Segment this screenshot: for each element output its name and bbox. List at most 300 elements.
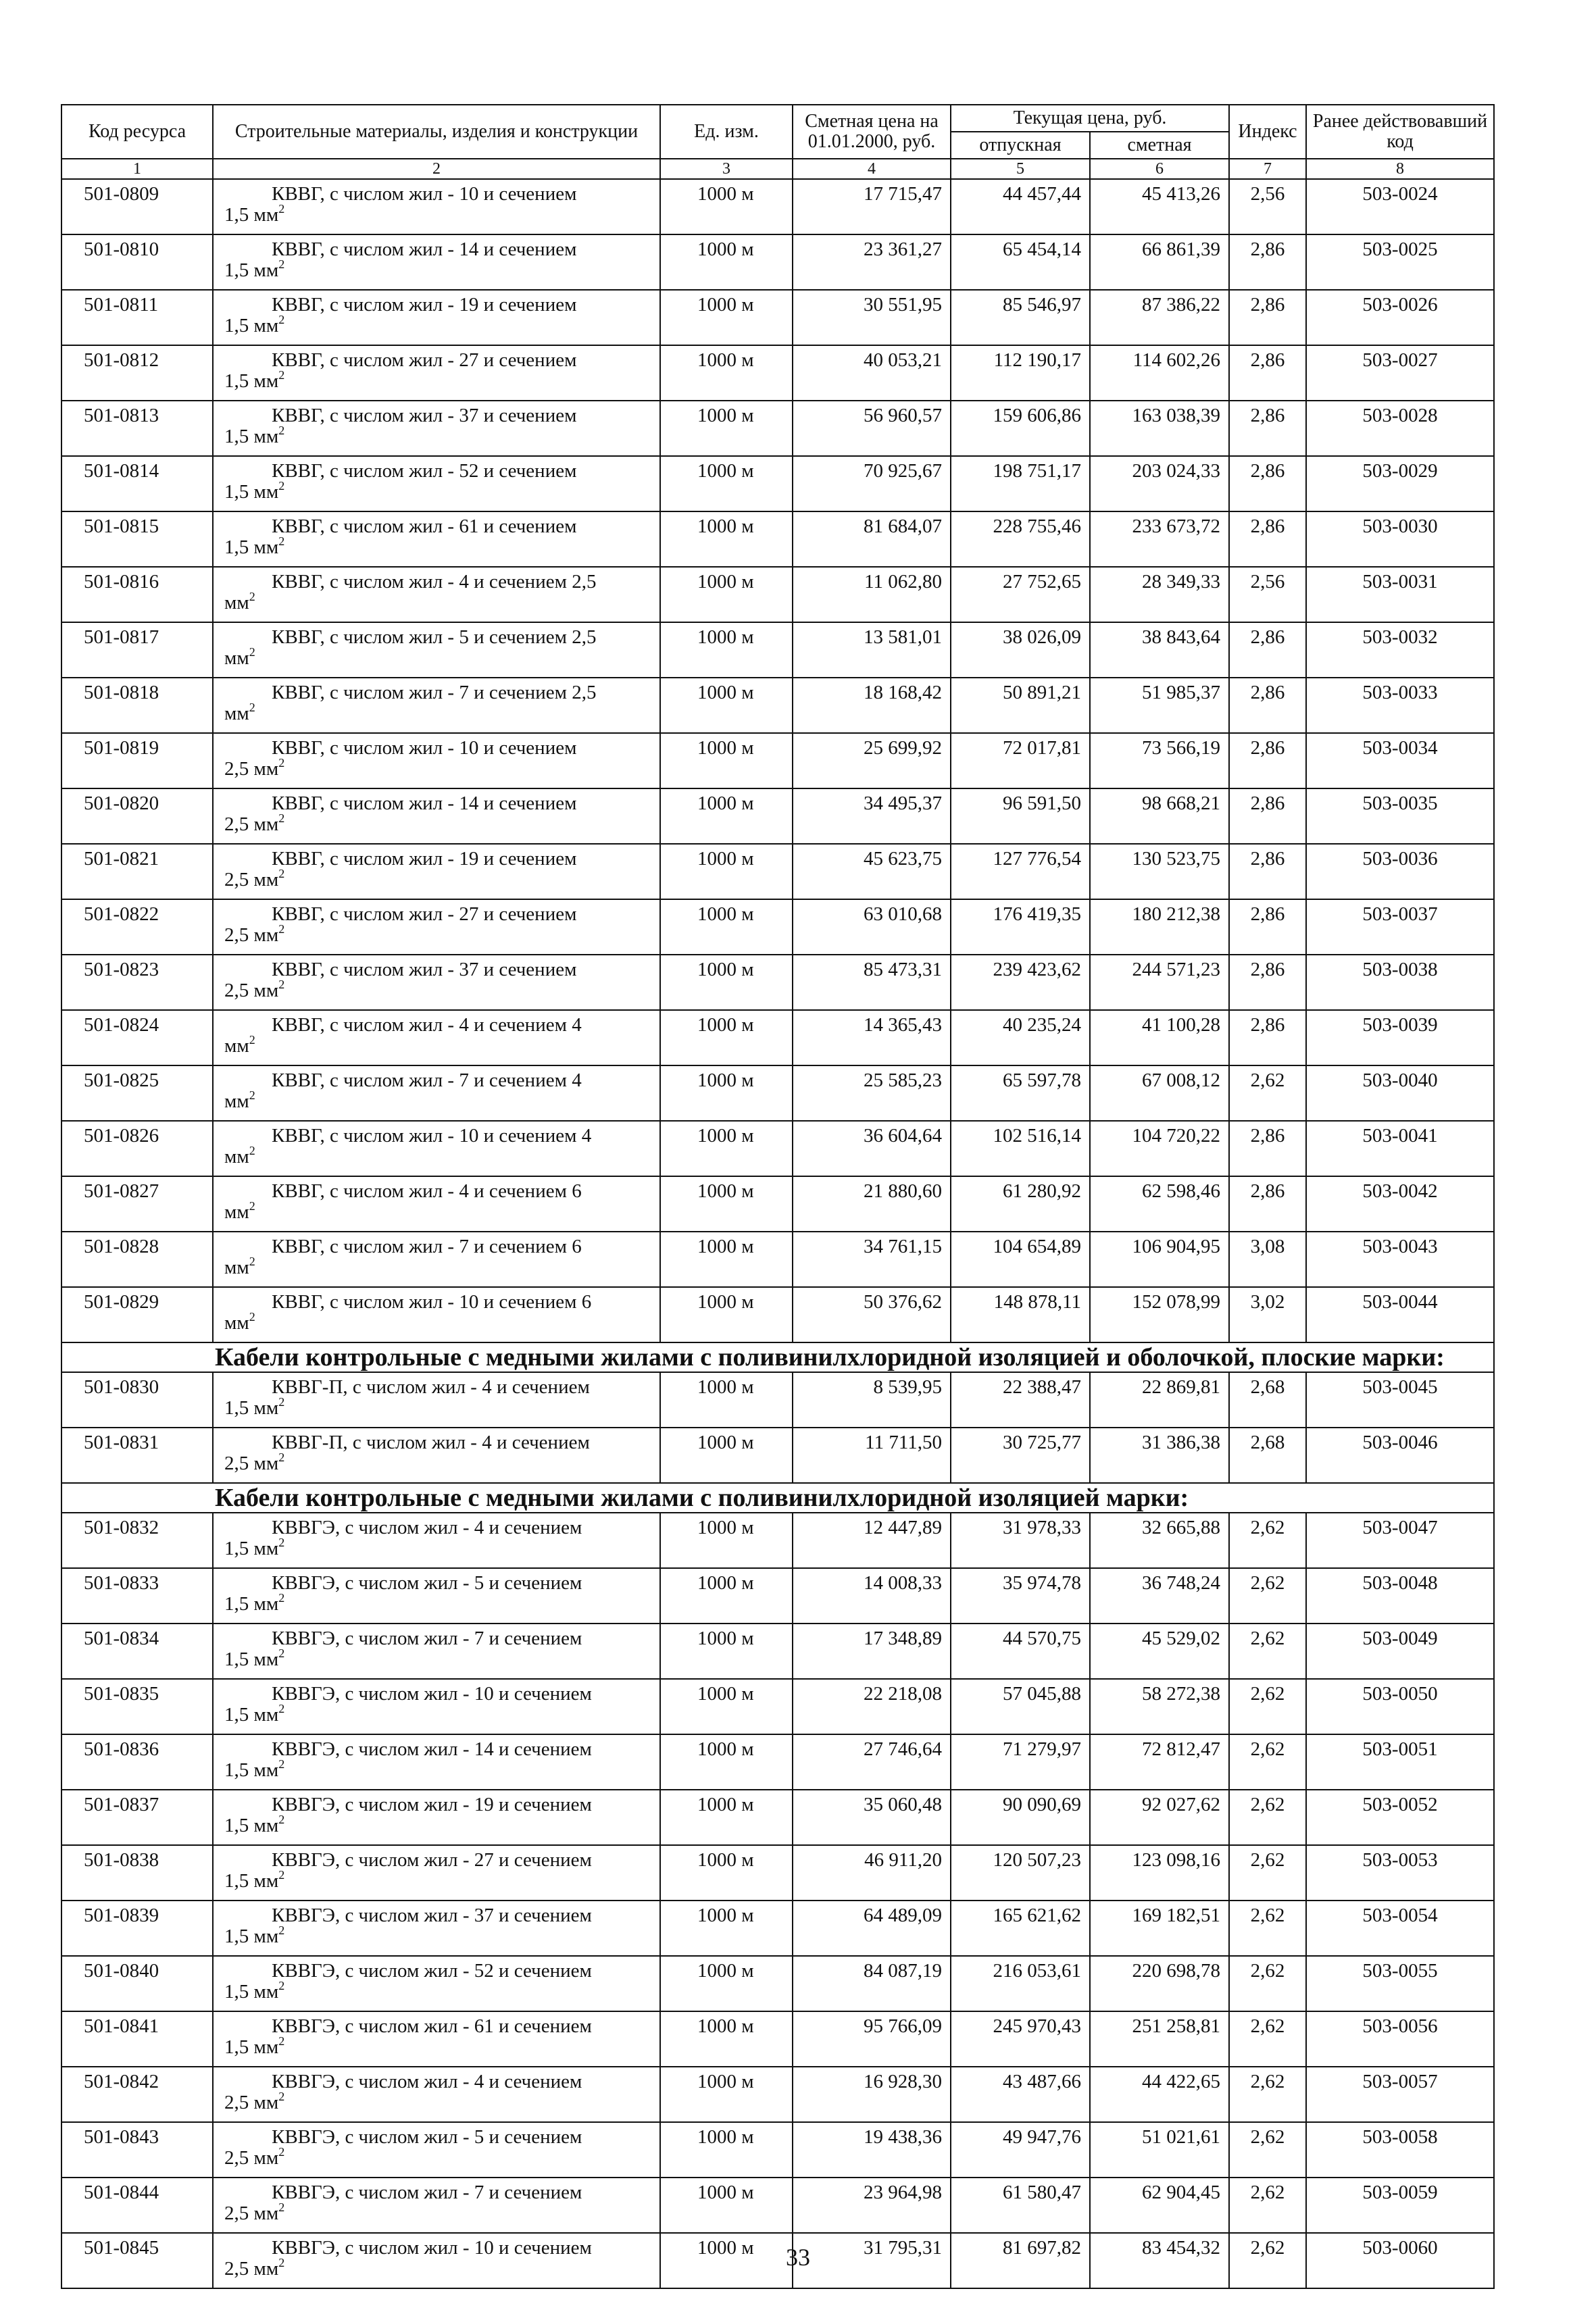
material-description: КВВГЭ, с числом жил - 19 и сечением — [272, 1794, 592, 1815]
unit-of-measure: 1000 м — [660, 1845, 793, 1901]
previous-code: 503-0043 — [1306, 1232, 1494, 1287]
unit-of-measure: 1000 м — [660, 1624, 793, 1679]
resource-code: 501-0826 — [61, 1121, 213, 1176]
price-index: 2,86 — [1229, 456, 1306, 511]
superscript-two: 2 — [278, 2200, 285, 2214]
unit-of-measure: 1000 м — [660, 1232, 793, 1287]
unit-of-measure: 1000 м — [660, 2233, 793, 2288]
previous-code: 503-0057 — [1306, 2067, 1494, 2122]
table-row — [61, 456, 1494, 511]
release-price: 61 580,47 — [951, 2178, 1090, 2233]
section-header-row — [61, 1342, 1494, 1372]
estimate-price: 203 024,33 — [1090, 456, 1229, 511]
superscript-two: 2 — [278, 202, 285, 216]
estimate-price: 83 454,32 — [1090, 2233, 1229, 2288]
estimate-price: 123 098,16 — [1090, 1845, 1229, 1901]
unit-of-measure: 1000 м — [660, 1513, 793, 1568]
cross-section: 2,5 мм — [224, 924, 279, 946]
table-row — [61, 2122, 1494, 2178]
table-row — [61, 234, 1494, 290]
superscript-two: 2 — [278, 2145, 285, 2159]
superscript-two: 2 — [278, 2034, 285, 2048]
previous-code: 503-0053 — [1306, 1845, 1494, 1901]
resource-code: 501-0825 — [61, 1065, 213, 1121]
release-price: 176 419,35 — [951, 899, 1090, 955]
superscript-two: 2 — [278, 1813, 285, 1826]
material-name — [213, 290, 660, 345]
estimate-price: 38 843,64 — [1090, 622, 1229, 678]
superscript-two: 2 — [278, 1395, 285, 1409]
superscript-two: 2 — [278, 368, 285, 382]
column-number: 4 — [793, 159, 951, 179]
unit-of-measure: 1000 м — [660, 788, 793, 844]
previous-code: 503-0026 — [1306, 290, 1494, 345]
material-name — [213, 1845, 660, 1901]
material-description: КВВГ, с числом жил - 10 и сечением — [272, 737, 577, 759]
unit-of-measure: 1000 м — [660, 2011, 793, 2067]
table-row — [61, 899, 1494, 955]
header-index: Индекс — [1229, 105, 1306, 159]
price-index: 2,86 — [1229, 788, 1306, 844]
base-price: 63 010,68 — [793, 899, 951, 955]
cross-section: 2,5 мм — [224, 813, 279, 835]
previous-code: 503-0037 — [1306, 899, 1494, 955]
header-prev-code: Ранее действовавший код — [1306, 105, 1494, 159]
material-description: КВВГ-П, с числом жил - 4 и сечением — [272, 1376, 590, 1398]
previous-code: 503-0056 — [1306, 2011, 1494, 2067]
price-index: 2,62 — [1229, 1901, 1306, 1956]
release-price: 30 725,77 — [951, 1428, 1090, 1483]
table-row — [61, 1568, 1494, 1624]
material-name — [213, 1956, 660, 2011]
base-price: 50 376,62 — [793, 1287, 951, 1342]
resource-code: 501-0842 — [61, 2067, 213, 2122]
base-price: 35 060,48 — [793, 1790, 951, 1845]
base-price: 11 062,80 — [793, 567, 951, 622]
table-row — [61, 1624, 1494, 1679]
material-description: КВВГЭ, с числом жил - 4 и сечением — [272, 1517, 582, 1538]
base-price: 14 008,33 — [793, 1568, 951, 1624]
material-name — [213, 1065, 660, 1121]
price-index: 2,86 — [1229, 678, 1306, 733]
base-price: 70 925,67 — [793, 456, 951, 511]
cross-section: 1,5 мм — [224, 536, 279, 558]
superscript-two: 2 — [278, 479, 285, 493]
resource-code: 501-0817 — [61, 622, 213, 678]
cross-section: мм — [224, 1257, 249, 1278]
cross-section: мм — [224, 592, 249, 613]
unit-of-measure: 1000 м — [660, 345, 793, 401]
resource-code: 501-0829 — [61, 1287, 213, 1342]
cross-section: 2,5 мм — [224, 2092, 279, 2113]
material-name — [213, 1568, 660, 1624]
previous-code: 503-0050 — [1306, 1679, 1494, 1734]
unit-of-measure: 1000 м — [660, 1176, 793, 1232]
resource-code: 501-0810 — [61, 234, 213, 290]
cross-section: мм — [224, 1201, 249, 1223]
material-name — [213, 955, 660, 1010]
resource-code: 501-0844 — [61, 2178, 213, 2233]
cross-section: мм — [224, 647, 249, 669]
resource-code: 501-0811 — [61, 290, 213, 345]
unit-of-measure: 1000 м — [660, 290, 793, 345]
price-index: 2,62 — [1229, 1956, 1306, 2011]
previous-code: 503-0060 — [1306, 2233, 1494, 2288]
unit-of-measure: 1000 м — [660, 2178, 793, 2233]
material-description: КВВГ, с числом жил - 19 и сечением — [272, 848, 577, 870]
estimate-price: 66 861,39 — [1090, 234, 1229, 290]
base-price: 31 795,31 — [793, 2233, 951, 2288]
resource-code: 501-0815 — [61, 511, 213, 567]
material-name — [213, 1121, 660, 1176]
material-description: КВВГЭ, с числом жил - 61 и сечением — [272, 2015, 592, 2037]
material-name — [213, 844, 660, 899]
price-index: 2,62 — [1229, 1790, 1306, 1845]
cross-section: 1,5 мм — [224, 315, 279, 336]
material-description: КВВГЭ, с числом жил - 5 и сечением — [272, 1572, 582, 1594]
material-name — [213, 2178, 660, 2233]
previous-code: 503-0058 — [1306, 2122, 1494, 2178]
estimate-price: 51 021,61 — [1090, 2122, 1229, 2178]
estimate-price: 130 523,75 — [1090, 844, 1229, 899]
cross-section: 2,5 мм — [224, 2203, 279, 2224]
previous-code: 503-0048 — [1306, 1568, 1494, 1624]
column-number: 3 — [660, 159, 793, 179]
price-index: 2,86 — [1229, 733, 1306, 788]
unit-of-measure: 1000 м — [660, 2122, 793, 2178]
table-row — [61, 1679, 1494, 1734]
release-price: 71 279,97 — [951, 1734, 1090, 1790]
release-price: 85 546,97 — [951, 290, 1090, 345]
release-price: 50 891,21 — [951, 678, 1090, 733]
resource-code: 501-0820 — [61, 788, 213, 844]
price-index: 2,86 — [1229, 234, 1306, 290]
release-price: 49 947,76 — [951, 2122, 1090, 2178]
superscript-two: 2 — [278, 424, 285, 437]
previous-code: 503-0027 — [1306, 345, 1494, 401]
table-row — [61, 1287, 1494, 1342]
material-description: КВВГ, с числом жил - 19 и сечением — [272, 294, 577, 316]
price-index: 2,62 — [1229, 2233, 1306, 2288]
release-price: 148 878,11 — [951, 1287, 1090, 1342]
price-index: 2,86 — [1229, 511, 1306, 567]
estimate-price: 163 038,39 — [1090, 401, 1229, 456]
release-price: 127 776,54 — [951, 844, 1090, 899]
material-name — [213, 1176, 660, 1232]
table-row — [61, 1121, 1494, 1176]
release-price: 57 045,88 — [951, 1679, 1090, 1734]
base-price: 23 361,27 — [793, 234, 951, 290]
table-row — [61, 844, 1494, 899]
base-price: 13 581,01 — [793, 622, 951, 678]
release-price: 72 017,81 — [951, 733, 1090, 788]
estimate-price: 73 566,19 — [1090, 733, 1229, 788]
material-description: КВВГ, с числом жил - 27 и сечением — [272, 903, 577, 925]
price-index: 2,62 — [1229, 1065, 1306, 1121]
estimate-price: 233 673,72 — [1090, 511, 1229, 567]
header-release-price: отпускная — [951, 132, 1090, 159]
price-index: 2,62 — [1229, 1845, 1306, 1901]
table-body — [61, 179, 1494, 2288]
material-description: КВВГ, с числом жил - 52 и сечением — [272, 460, 577, 482]
base-price: 25 699,92 — [793, 733, 951, 788]
previous-code: 503-0030 — [1306, 511, 1494, 567]
base-price: 34 495,37 — [793, 788, 951, 844]
resource-code: 501-0834 — [61, 1624, 213, 1679]
previous-code: 503-0024 — [1306, 179, 1494, 234]
unit-of-measure: 1000 м — [660, 1901, 793, 1956]
superscript-two: 2 — [278, 1923, 285, 1937]
resource-code: 501-0830 — [61, 1372, 213, 1428]
price-index: 2,62 — [1229, 1513, 1306, 1568]
superscript-two: 2 — [249, 590, 255, 603]
material-name — [213, 234, 660, 290]
estimate-price: 41 100,28 — [1090, 1010, 1229, 1065]
estimate-price: 45 413,26 — [1090, 179, 1229, 234]
release-price: 44 570,75 — [951, 1624, 1090, 1679]
material-description: КВВГЭ, с числом жил - 5 и сечением — [272, 2126, 582, 2148]
estimate-price: 36 748,24 — [1090, 1568, 1229, 1624]
resource-code: 501-0809 — [61, 179, 213, 234]
table-row — [61, 955, 1494, 1010]
base-price: 85 473,31 — [793, 955, 951, 1010]
price-index: 2,86 — [1229, 844, 1306, 899]
estimate-price: 244 571,23 — [1090, 955, 1229, 1010]
price-index: 2,68 — [1229, 1372, 1306, 1428]
table-row — [61, 1845, 1494, 1901]
price-index: 2,62 — [1229, 1624, 1306, 1679]
base-price: 18 168,42 — [793, 678, 951, 733]
estimate-price: 180 212,38 — [1090, 899, 1229, 955]
superscript-two: 2 — [249, 645, 255, 659]
column-number: 2 — [213, 159, 660, 179]
cross-section: 1,5 мм — [224, 1538, 279, 1559]
price-index: 2,62 — [1229, 2067, 1306, 2122]
estimate-price: 98 668,21 — [1090, 788, 1229, 844]
column-number: 6 — [1090, 159, 1229, 179]
superscript-two: 2 — [249, 1033, 255, 1047]
column-number: 1 — [61, 159, 213, 179]
previous-code: 503-0041 — [1306, 1121, 1494, 1176]
material-description: КВВГ, с числом жил - 5 и сечением 2,5 — [272, 626, 597, 648]
base-price: 84 087,19 — [793, 1956, 951, 2011]
material-description: КВВГЭ, с числом жил - 7 и сечением — [272, 1628, 582, 1649]
superscript-two: 2 — [278, 978, 285, 991]
table-row — [61, 2067, 1494, 2122]
resource-code: 501-0832 — [61, 1513, 213, 1568]
superscript-two: 2 — [278, 313, 285, 326]
price-index: 2,62 — [1229, 2011, 1306, 2067]
previous-code: 503-0051 — [1306, 1734, 1494, 1790]
estimate-price: 32 665,88 — [1090, 1513, 1229, 1568]
page-number: 33 — [786, 2244, 810, 2271]
cross-section: 1,5 мм — [224, 1870, 279, 1892]
cross-section: 1,5 мм — [224, 2036, 279, 2058]
previous-code: 503-0059 — [1306, 2178, 1494, 2233]
superscript-two: 2 — [278, 257, 285, 271]
price-index: 3,08 — [1229, 1232, 1306, 1287]
price-index: 2,86 — [1229, 622, 1306, 678]
superscript-two: 2 — [249, 1255, 255, 1268]
estimate-price: 28 349,33 — [1090, 567, 1229, 622]
base-price: 12 447,89 — [793, 1513, 951, 1568]
superscript-two: 2 — [278, 1868, 285, 1882]
release-price: 102 516,14 — [951, 1121, 1090, 1176]
price-index: 2,86 — [1229, 401, 1306, 456]
unit-of-measure: 1000 м — [660, 1010, 793, 1065]
previous-code: 503-0039 — [1306, 1010, 1494, 1065]
cross-section: мм — [224, 1090, 249, 1112]
cross-section: мм — [224, 703, 249, 724]
resource-code: 501-0816 — [61, 567, 213, 622]
release-price: 120 507,23 — [951, 1845, 1090, 1901]
price-index: 2,62 — [1229, 1679, 1306, 1734]
column-number: 5 — [951, 159, 1090, 179]
release-price: 112 190,17 — [951, 345, 1090, 401]
cross-section: 2,5 мм — [224, 869, 279, 890]
superscript-two: 2 — [278, 1757, 285, 1771]
base-price: 23 964,98 — [793, 2178, 951, 2233]
cross-section: 2,5 мм — [224, 980, 279, 1001]
unit-of-measure: 1000 м — [660, 1121, 793, 1176]
base-price: 36 604,64 — [793, 1121, 951, 1176]
table-row — [61, 290, 1494, 345]
table-row — [61, 1176, 1494, 1232]
estimate-price: 62 904,45 — [1090, 2178, 1229, 2233]
price-index: 2,68 — [1229, 1428, 1306, 1483]
table-row — [61, 511, 1494, 567]
unit-of-measure: 1000 м — [660, 1790, 793, 1845]
table-row — [61, 1372, 1494, 1428]
table-row — [61, 345, 1494, 401]
cross-section: 1,5 мм — [224, 370, 279, 392]
material-name — [213, 1232, 660, 1287]
estimate-price: 45 529,02 — [1090, 1624, 1229, 1679]
table-row — [61, 401, 1494, 456]
cross-section: мм — [224, 1035, 249, 1057]
release-price: 104 654,89 — [951, 1232, 1090, 1287]
release-price: 61 280,92 — [951, 1176, 1090, 1232]
cross-section: 1,5 мм — [224, 1759, 279, 1781]
material-description: КВВГ, с числом жил - 7 и сечением 2,5 — [272, 682, 597, 703]
material-description: КВВГЭ, с числом жил - 27 и сечением — [272, 1849, 592, 1871]
release-price: 35 974,78 — [951, 1568, 1090, 1624]
base-price: 17 348,89 — [793, 1624, 951, 1679]
table-row — [61, 1010, 1494, 1065]
base-price: 14 365,43 — [793, 1010, 951, 1065]
base-price: 81 684,07 — [793, 511, 951, 567]
estimate-price: 22 869,81 — [1090, 1372, 1229, 1428]
material-name — [213, 456, 660, 511]
release-price: 40 235,24 — [951, 1010, 1090, 1065]
material-description: КВВГ, с числом жил - 7 и сечением 4 — [272, 1070, 582, 1091]
superscript-two: 2 — [278, 1451, 285, 1464]
resource-code: 501-0828 — [61, 1232, 213, 1287]
estimate-price: 58 272,38 — [1090, 1679, 1229, 1734]
cross-section: 1,5 мм — [224, 1815, 279, 1836]
cross-section: 1,5 мм — [224, 1704, 279, 1726]
table-row — [61, 2011, 1494, 2067]
unit-of-measure: 1000 м — [660, 955, 793, 1010]
base-price: 25 585,23 — [793, 1065, 951, 1121]
material-description: КВВГЭ, с числом жил - 10 и сечением — [272, 1683, 592, 1705]
resource-code: 501-0822 — [61, 899, 213, 955]
resource-code: 501-0835 — [61, 1679, 213, 1734]
superscript-two: 2 — [278, 1646, 285, 1660]
previous-code: 503-0044 — [1306, 1287, 1494, 1342]
material-name — [213, 1734, 660, 1790]
release-price: 228 755,46 — [951, 511, 1090, 567]
superscript-two: 2 — [249, 1199, 255, 1213]
release-price: 31 978,33 — [951, 1513, 1090, 1568]
resource-code: 501-0813 — [61, 401, 213, 456]
release-price: 198 751,17 — [951, 456, 1090, 511]
cross-section: 2,5 мм — [224, 2147, 279, 2169]
estimate-price: 104 720,22 — [1090, 1121, 1229, 1176]
unit-of-measure: 1000 м — [660, 511, 793, 567]
resource-code: 501-0819 — [61, 733, 213, 788]
previous-code: 503-0034 — [1306, 733, 1494, 788]
estimate-price: 67 008,12 — [1090, 1065, 1229, 1121]
estimate-price: 72 812,47 — [1090, 1734, 1229, 1790]
superscript-two: 2 — [278, 1536, 285, 1549]
superscript-two: 2 — [278, 922, 285, 936]
price-index: 2,56 — [1229, 179, 1306, 234]
resource-code: 501-0824 — [61, 1010, 213, 1065]
previous-code: 503-0038 — [1306, 955, 1494, 1010]
base-price: 64 489,09 — [793, 1901, 951, 1956]
superscript-two: 2 — [249, 1088, 255, 1102]
release-price: 44 457,44 — [951, 179, 1090, 234]
material-description: КВВГ, с числом жил - 4 и сечением 2,5 — [272, 571, 597, 593]
price-index: 2,86 — [1229, 345, 1306, 401]
price-index: 2,86 — [1229, 899, 1306, 955]
unit-of-measure: 1000 м — [660, 401, 793, 456]
base-price: 11 711,50 — [793, 1428, 951, 1483]
previous-code: 503-0052 — [1306, 1790, 1494, 1845]
material-name — [213, 1624, 660, 1679]
estimate-price: 87 386,22 — [1090, 290, 1229, 345]
unit-of-measure: 1000 м — [660, 179, 793, 234]
material-name — [213, 511, 660, 567]
material-name — [213, 622, 660, 678]
price-index: 3,02 — [1229, 1287, 1306, 1342]
estimate-price: 31 386,38 — [1090, 1428, 1229, 1483]
material-name — [213, 1901, 660, 1956]
table-row — [61, 1428, 1494, 1483]
base-price: 17 715,47 — [793, 179, 951, 234]
base-price: 95 766,09 — [793, 2011, 951, 2067]
estimate-price: 44 422,65 — [1090, 2067, 1229, 2122]
superscript-two: 2 — [278, 1591, 285, 1605]
material-description: КВВГ, с числом жил - 37 и сечением — [272, 959, 577, 980]
price-table-sheet — [61, 104, 1493, 2289]
resource-code: 501-0814 — [61, 456, 213, 511]
cross-section: 1,5 мм — [224, 481, 279, 503]
release-price: 165 621,62 — [951, 1901, 1090, 1956]
base-price: 16 928,30 — [793, 2067, 951, 2122]
table-row — [61, 1065, 1494, 1121]
previous-code: 503-0049 — [1306, 1624, 1494, 1679]
base-price: 8 539,95 — [793, 1372, 951, 1428]
previous-code: 503-0046 — [1306, 1428, 1494, 1483]
previous-code: 503-0055 — [1306, 1956, 1494, 2011]
unit-of-measure: 1000 м — [660, 1679, 793, 1734]
base-price: 30 551,95 — [793, 290, 951, 345]
previous-code: 503-0033 — [1306, 678, 1494, 733]
release-price: 27 752,65 — [951, 567, 1090, 622]
material-description: КВВГЭ, с числом жил - 37 и сечением — [272, 1905, 592, 1926]
